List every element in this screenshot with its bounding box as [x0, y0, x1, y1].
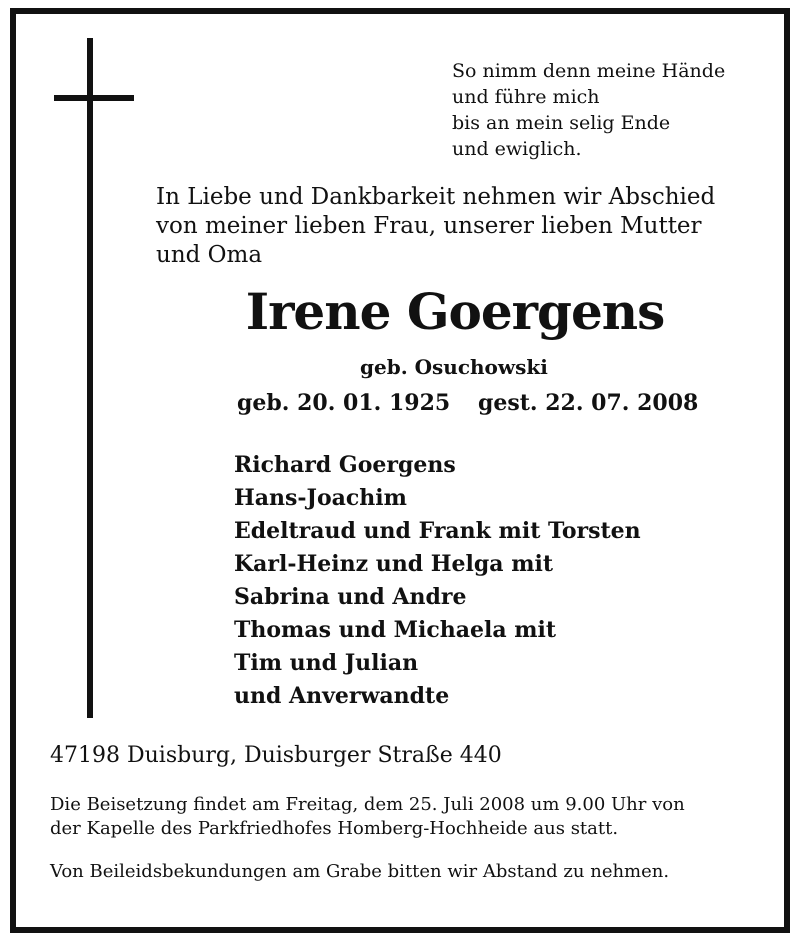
death-date: gest. 22. 07. 2008 — [478, 390, 699, 416]
mourner-line: Richard Goergens — [234, 452, 456, 478]
mourner-line: Sabrina und Andre — [234, 584, 467, 610]
address: 47198 Duisburg, Duisburger Straße 440 — [50, 743, 502, 768]
funeral-line: Die Beisetzung findet am Freitag, dem 25. Juli 2008 um 9.00 Uhr von — [50, 794, 685, 815]
funeral-info — [50, 793, 685, 841]
mourner-line: und Anverwandte — [234, 683, 450, 709]
poem-line: und ewiglich. — [452, 138, 582, 160]
mourner-line: Edeltraud und Frank mit Torsten — [234, 518, 641, 544]
deceased-name: Irene Goergens — [245, 282, 665, 341]
intro-line: und Oma — [156, 242, 263, 268]
birth-name: geb. Osuchowski — [360, 355, 548, 379]
condolence-note: Von Beileidsbekundungen am Grabe bitten wir Abstand zu nehmen. — [50, 861, 670, 882]
funeral-line: der Kapelle des Parkfriedhofes Homberg-Hochheide aus statt. — [50, 818, 619, 839]
mourner-line: Thomas und Michaela mit — [234, 617, 557, 643]
farewell-intro — [156, 183, 715, 270]
intro-line: von meiner lieben Frau, unserer lieben Mutter — [156, 213, 702, 239]
poem-verse — [452, 58, 725, 162]
mourners-list — [234, 449, 641, 713]
birth-date: geb. 20. 01. 1925 — [237, 390, 451, 416]
cross-icon — [87, 38, 93, 718]
poem-line: und führe mich — [452, 86, 600, 108]
mourner-line: Karl-Heinz und Helga mit — [234, 551, 554, 577]
intro-line: In Liebe und Dankbarkeit nehmen wir Abschied — [156, 184, 716, 210]
poem-line: bis an mein selig Ende — [452, 112, 671, 134]
cross-icon-bar — [54, 95, 134, 101]
poem-line: So nimm denn meine Hände — [452, 60, 726, 82]
mourner-line: Tim und Julian — [234, 650, 419, 676]
mourner-line: Hans-Joachim — [234, 485, 407, 511]
